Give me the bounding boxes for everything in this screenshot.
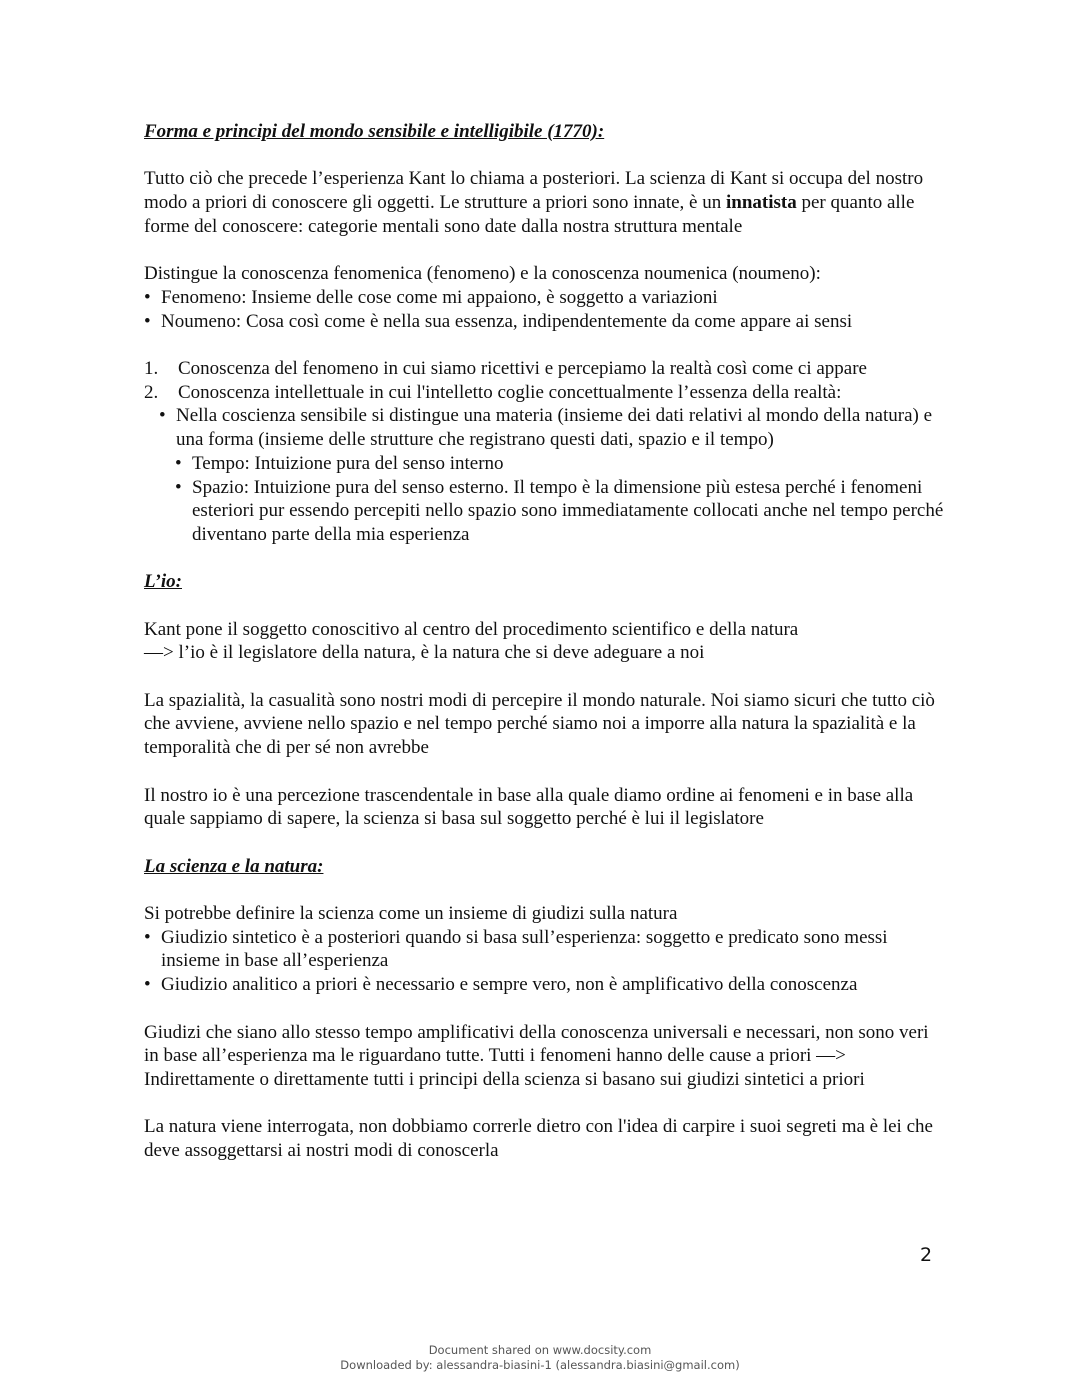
page-content — [144, 120, 944, 1186]
giudizi-group — [144, 902, 944, 997]
conoscenza-group — [144, 262, 944, 333]
paragraph-giudizi-sintetici: Giudizi che siano allo stesso tempo amplificativi della conoscenza universali e necessari, non sono veri in base all’esperienza ma le riguardano tutte. Tutti i fenomeni hanno delle cause a priori —> Indirettamente o direttamente tutti i principi della scienza si basano sui giudizi sintetici a priori — [144, 1021, 929, 1090]
footer-downloaded-line: Downloaded by: alessandra-biasini-1 (alessandra.biasini@gmail.com) — [340, 1358, 740, 1372]
section-heading-forma: Forma e principi del mondo sensibile e intelligibile (1770): — [144, 121, 605, 142]
number-label: 1. — [144, 357, 159, 379]
paragraph-intro-text-a: Tutto ciò che precede l’esperienza Kant lo chiama a posteriori. La scienza di Kant si occupa del nostro modo a priori di conoscere gli oggetti. Le strutture a priori sono innate, è un — [144, 168, 924, 214]
numbered-list — [144, 357, 944, 404]
paragraph-intro-text-b: per quanto alle forme del conoscere: categorie mentali sono date dalla nostra struttura mentale — [144, 192, 915, 237]
paragraph-spazialita: La spazialità, la casualità sono nostri modi di percepire il mondo naturale. Noi siamo sicuri che tutto ciò che avviene, avviene nello spazio e nel tempo perché siamo noi a imporre alla natura la spazialità e la temporalità che di per sé non avrebbe — [144, 689, 935, 759]
numbered-item-text: Conoscenza intellettuale in cui l'intelletto coglie concettualmente l’essenza della realtà: — [178, 381, 842, 403]
numbered-item-1 — [144, 357, 944, 381]
paragraph-kant-line1: Kant pone il soggetto conoscitivo al centro del procedimento scientifico e della natura — [144, 618, 799, 640]
footer-shared-line: Document shared on www.docsity.com — [428, 1343, 652, 1357]
list-item-giudizio-sintetico: • Giudizio sintetico è a posteriori quando si basa sull’esperienza: soggetto e predicato sono messi insieme in base all’esperienza — [144, 926, 944, 973]
section-heading-scienza: La scienza e la natura: — [144, 855, 324, 877]
list-item-fenomeno: • Fenomeno: Insieme delle cose come mi appaiono, è soggetto a variazioni — [144, 286, 944, 310]
paragraph-kant-line2: —> l’io è il legislatore della natura, è la natura che si deve adeguare a noi — [144, 642, 705, 664]
paragraph-io-trascendentale: Il nostro io è una percezione trascendentale in base alla quale diamo ordine ai fenomeni e in base alla quale sappiamo di sapere, la scienza si basa sul soggetto perché è lui il legislatore — [144, 784, 914, 830]
fenomeno-list — [144, 286, 944, 333]
paragraph-intro — [144, 167, 944, 238]
paragraph-kant-soggetto — [144, 618, 944, 665]
page-footer — [0, 1343, 1080, 1373]
giudizi-list — [144, 926, 944, 997]
list-item-spazio: • Spazio: Intuizione pura del senso esterno. Il tempo è la dimensione più estesa perché i fenomeni esteriori pur essendo percepiti nello spazio sono immediatamente collocati anche nel tempo perché diventano parte della mia esperienza — [175, 476, 944, 547]
list-item-noumeno: • Noumeno: Cosa così come è nella sua essenza, indipendentemente da come appare ai sensi — [144, 310, 944, 334]
numbered-group — [144, 357, 944, 547]
page-number: 2 — [920, 1244, 933, 1266]
paragraph-natura-interrogata: La natura viene interrogata, non dobbiamo correrle dietro con l'idea di carpire i suoi segreti ma è lei che deve assoggettarsi ai nostri modi di conoscerla — [144, 1116, 933, 1162]
innatista-term: innatista — [726, 192, 797, 214]
list-item-giudizio-analitico: • Giudizio analitico a priori è necessario e sempre vero, non è amplificativo della conoscenza — [144, 973, 944, 997]
number-label: 2. — [144, 381, 159, 403]
list-item-coscienza: • Nella coscienza sensibile si distingue una materia (insieme dei dati relativi al mondo della natura) e una forma (insieme delle strutture che registrano questi dati, spazio e il tempo) — [159, 404, 944, 451]
sub-list — [144, 404, 944, 546]
numbered-item-text: Conoscenza del fenomeno in cui siamo ricettivi e percepiamo la realtà così come ci appare — [178, 357, 867, 379]
section-heading-io: L’io: — [144, 571, 182, 593]
paragraph-scienza-giudizi: Si potrebbe definire la scienza come un insieme di giudizi sulla natura — [144, 903, 678, 925]
numbered-item-2 — [144, 381, 944, 405]
paragraph-distingue: Distingue la conoscenza fenomenica (fenomeno) e la conoscenza noumenica (noumeno): — [144, 263, 821, 285]
list-item-tempo: • Tempo: Intuizione pura del senso interno — [175, 452, 944, 476]
